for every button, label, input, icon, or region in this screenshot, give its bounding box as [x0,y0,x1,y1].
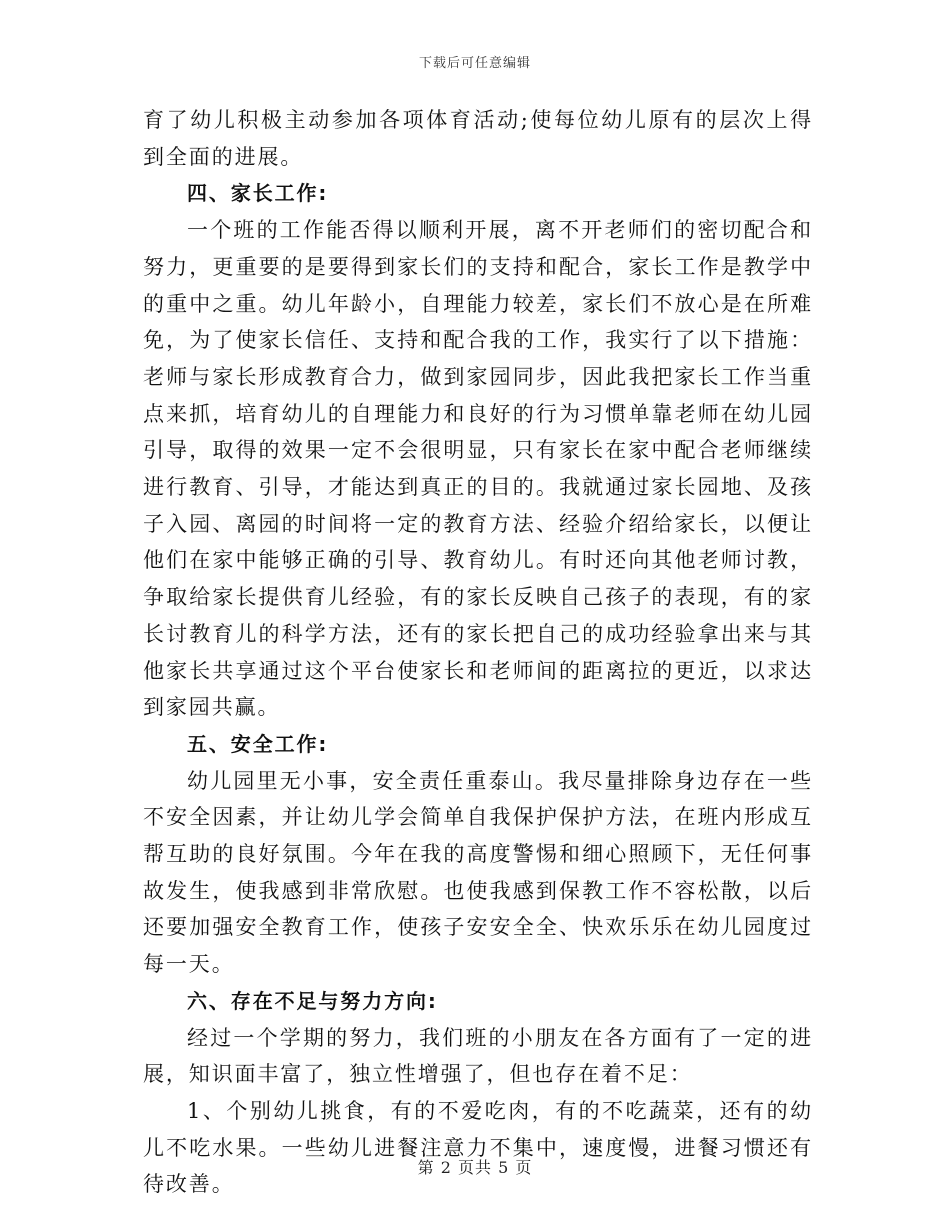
paragraph-parents-work: 一个班的工作能否得以顺利开展，离不开老师们的密切配合和努力，更重要的是要得到家长们的支持和配合，家长工作是教学中的重中之重。幼儿年龄小，自理能力较差，家长们不放心是在所难免，为了使家长信任、支持和配合我的工作，我实行了以下措施：老师与家长形成教育合力，做到家园同步，因此我把家长工作当重点来抓，培育幼儿的自理能力和良好的行为习惯单靠老师在幼儿园引导，取得的效果一定不会很明显，只有家长在家中配合老师继续进行教育、引导，才能达到真正的目的。我就通过家长园地、及孩子入园、离园的时间将一定的教育方法、经验介绍给家长，以便让他们在家中能够正确的引导、教育幼儿。有时还向其他老师讨教，争取给家长提供育儿经验，有的家长反映自己孩子的表现，有的家长讨教育儿的科学方法，还有的家长把自己的成功经验拿出来与其他家长共享通过这个平台使家长和老师间的距离拉的更近，以求达到家园共赢。 [143,218,813,720]
page-footer: 第 2 页共 5 页 [417,1158,533,1177]
paragraph-safety-work: 幼儿园里无小事，安全责任重泰山。我尽量排除身边存在一些不安全因素，并让幼儿学会简单自我保护保护方法，在班内形成互帮互助的良好氛围。今年在我的高度警惕和细心照顾下，无任何事故发生，使我感到非常欣慰。也使我感到保教工作不容松散，以后还要加强安全教育工作，使孩子安安全全、快欢乐乐在幼儿园度过每一天。 [143,768,813,977]
page-header: 下载后可任意编辑 [418,56,531,71]
document-body [143,102,813,1203]
paragraph-shortcomings-intro: 经过一个学期的努力，我们班的小朋友在各方面有了一定的进展，知识面丰富了，独立性增强了，但也存在着不足： [143,1025,813,1087]
section-heading-safety: 五、安全工作: [187,731,329,756]
section-heading-shortcomings: 六、存在不足与努力方向: [187,988,438,1013]
section-heading-parents: 四、家长工作: [187,181,329,206]
paragraph-continuation: 育了幼儿积极主动参加各项体育活动;使每位幼儿原有的层次上得到全面的进展。 [143,108,813,169]
paragraph-shortcoming-item-1: 1、个别幼儿挑食，有的不爱吃肉，有的不吃蔬菜，还有的幼儿不吃水果。一些幼儿进餐注意力不集中，速度慢，进餐习惯还有待改善。 [143,1098,813,1197]
